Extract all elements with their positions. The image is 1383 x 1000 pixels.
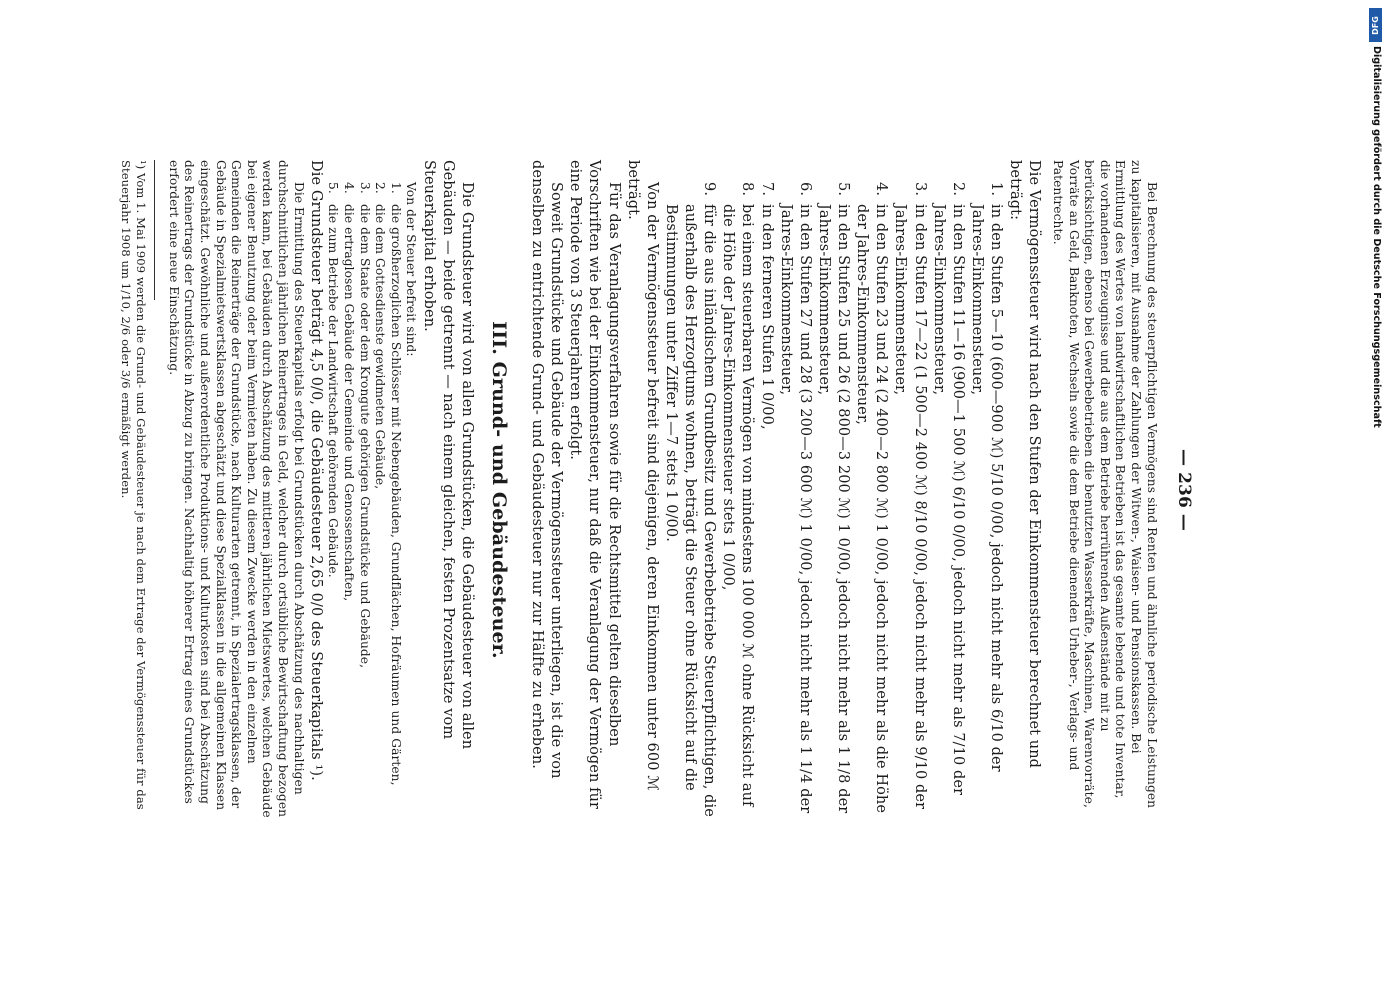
free-intro: Von der Steuer befreit sind: [404,182,419,357]
list-item-text: in den Stufen 5—10 (600—900 ℳ) 5/10 0/00, jedoch nicht mehr als 6/10 der Jahres-Einkommensteuer, [968,204,1005,772]
list-item-number: 6. [796,182,813,197]
list-item [890,182,928,820]
list-item-text: in den Stufen 23 und 24 (2 400—2 800 ℳ) 1 0/00, jedoch nicht mehr als die Höhe der Jahres-Einkommensteuer, [854,204,890,814]
section-intro: Die Grundsteuer wird von allen Grundstücken, die Gebäudesteuer von allen Gebäuden — beide getrennt — nach einem gleichen, festen Prozentsatze vom Steuerkapital erhoben. [420,160,475,750]
list-item-text: die ertraglosen Gebäude der Gemeinde und Genossenschaften, [342,204,357,602]
list-item-text: in den Stufen 17—22 (1 500—2 400 ℳ) 8/10 0/00, jedoch nicht mehr als 9/10 der Jahres-Einkommensteuer, [892,204,928,810]
list-item-text: bei einem steuerbaren Vermögen von mindestens 100 000 ℳ ohne Rücksicht auf die Höhe der Jahres-Einkommensteuer stets 1 0/00, [720,204,756,807]
list-item-number: 1. [388,182,403,194]
rotated-text-column [119,160,1195,820]
list-item-text: für die aus inländischem Grundbesitz und Gewerbebetriebe Steuerpflichtigen, die außerhalb des Herzogtums wohnen, beträgt die Steuer ohne Rücksicht auf die Bestimmungen unter Ziffer 1—7 stets 1 0/00. [662,204,718,817]
list-item-number: 3. [357,182,372,194]
list-item-text: in den Stufen 11—16 (900—1 500 ℳ) 6/10 0/00, jedoch nicht mehr als 7/10 der Jahres-Einkommensteuer, [930,204,966,796]
list-item-number: 5. [835,182,852,197]
section-title: III. Grund- und Gebäudesteuer. [487,321,510,659]
free-list [325,160,403,820]
list-item-number: 4. [873,182,890,197]
list-item-number: 1. [988,182,1005,197]
list-item-text: in den Stufen 25 und 26 (2 800—3 200 ℳ) 1 0/00, jedoch nicht mehr als 1 1/8 der Jahres-Einkommensteuer, [815,204,852,814]
list-item [340,182,356,820]
list-item [776,182,814,820]
list-item-text: in den ferneren Stufen 1 0/00, [758,204,775,430]
list-item-number: 2. [949,182,966,197]
list-item [852,182,890,820]
footnote-rule [154,160,155,300]
exempt-paragraph: Von der Vermögenssteuer befreit sind diejenigen, deren Einkommen unter 600 ℳ beträgt. [624,160,660,791]
list-item [814,182,852,820]
list-item [967,182,1005,820]
half-paragraph: Soweit Grundstücke und Gebäude der Vermögenssteuer unterliegen, ist die von denselben zu entrichtende Grund- und Gebäudesteuer nur zur Hälfte zu erheben. [529,160,565,779]
list-item-text: in den Stufen 27 und 28 (3 200—3 600 ℳ) 1 0/00, jedoch nicht mehr als 1 1/4 der Jahres-Einkommensteuer, [777,204,813,814]
list-item-text: die dem Staate oder dem Krongute gehörigen Grundstücke und Gebäude, [357,204,372,669]
list-item [756,182,775,820]
procedure-paragraph: Für das Veranlagungsverfahren sowie für die Rechtsmittel gelten dieselben Vorschriften wie bei der Einkommensteuer, nur daß die Veranlagung der Vermögen für eine Periode von 3 Steuerjahren erfolgt. [567,160,622,810]
list-item-text: die großherzoglichen Schlösser mit Nebengebäuden, Grundflächen, Hofräumen und Gärten, [388,204,403,786]
list-item [387,182,403,820]
dfg-banner-text-wrap [1369,46,1383,686]
list-item-number: 7. [758,182,775,197]
page-number: — 236 — [1174,448,1194,532]
list-item-number: 3. [911,182,928,197]
intro-paragraph: Bei Berechnung des steuerpflichtigen Vermögens sind Renten und ähnliche periodische Leistungen zu kapitalisieren, mit Ausnahme der Zahlungen der Witwen-, Waisen- und Pensionskassen. Bei Ermittlung des Wertes von landwirtschaftlichen Betrieben ist das gesamte lebende und tote Inventar, die vorhandenen Erzeugnisse und die aus dem Betriebe herrührenden Außenstände mit zu berücksichtigen, ebenso bei Gewerbebetrieben die benutzten Wasserkräfte, Maschinen, Warenvorräte, Vorräte an Geld, Banknoten, Wechseln sowie die dem Betriebe dienenden Urheber-, Verlags- und Patentrechte. [1050,160,1159,809]
dfg-banner-text: Digitalisierung gefördert durch die Deutsche Forschungsgemeinschaft [1371,46,1382,428]
dfg-banner [1369,6,1383,686]
rates-intro: Die Vermögenssteuer wird nach den Stufen der Einkommensteuer berechnet und beträgt: [1007,160,1043,769]
rates-list [661,160,1005,820]
dfg-logo: DFG [1369,8,1382,42]
method-paragraph: Die Ermittlung des Steuerkapitals erfolgt bei Grundstücken durch Abschätzung des nachhaltigen durchschnittlichen jährlichen Reinertrages in Geld, welcher durch ortsübliche Bewirtschaftung bezogen werden kann, bei Gebäuden durch Abschätzung des mittleren jährlichen Mietswertes, welchen Gebäude bei eigener Benutzung oder beim Vermieten haben. Zu diesem Zwecke werden in den einzelnen Gemeinden die Reinerträge der Grundstücke, nach Kulturarten getrennt, in Spezialertragsklassen, der Gebäude in Spezialmietswertsklassen abgeschätzt und diese Spezialklassen in die allgemeinen Klassen eingeschätzt. Gewöhnliche und außerordentliche Produktions- und Kulturkosten sind bei Abschätzung des Reinertrags der Grundstücke in Abzug zu bringen. Nachhaltig höherer Ertrag eines Grundstückes erfordert eine neue Einschätzung. [166,160,306,818]
list-item [718,182,756,820]
rate-text: Die Grundsteuer beträgt 4,5 0/0, die Gebäudesteuer 2,65 0/0 des Steuerkapitals ¹). [307,160,324,781]
list-item-number: 4. [342,182,357,194]
list-item [661,182,718,820]
list-item [372,182,388,820]
list-item-text: die zum Betriebe der Landwirtschaft gehörenden Gebäude. [326,204,341,578]
list-item [356,182,372,820]
footnote: ¹) Vom 1. Mai 1909 werden die Grund- und Gebäudesteuer je nach dem Ertrage der Vermögenssteuer für das Steuerjahr 1908 um 1/10, 2/6 oder 3/6 ermäßigt werden. [119,160,149,810]
list-item-number: 2. [373,182,388,194]
list-item-number: 8. [739,182,756,197]
list-item-number: 9. [701,182,718,197]
list-item [929,182,967,820]
list-item-number: 5. [326,182,341,194]
list-item-text: die dem Gottesdienste gewidmeten Gebäude, [373,204,388,490]
list-item [325,182,341,820]
